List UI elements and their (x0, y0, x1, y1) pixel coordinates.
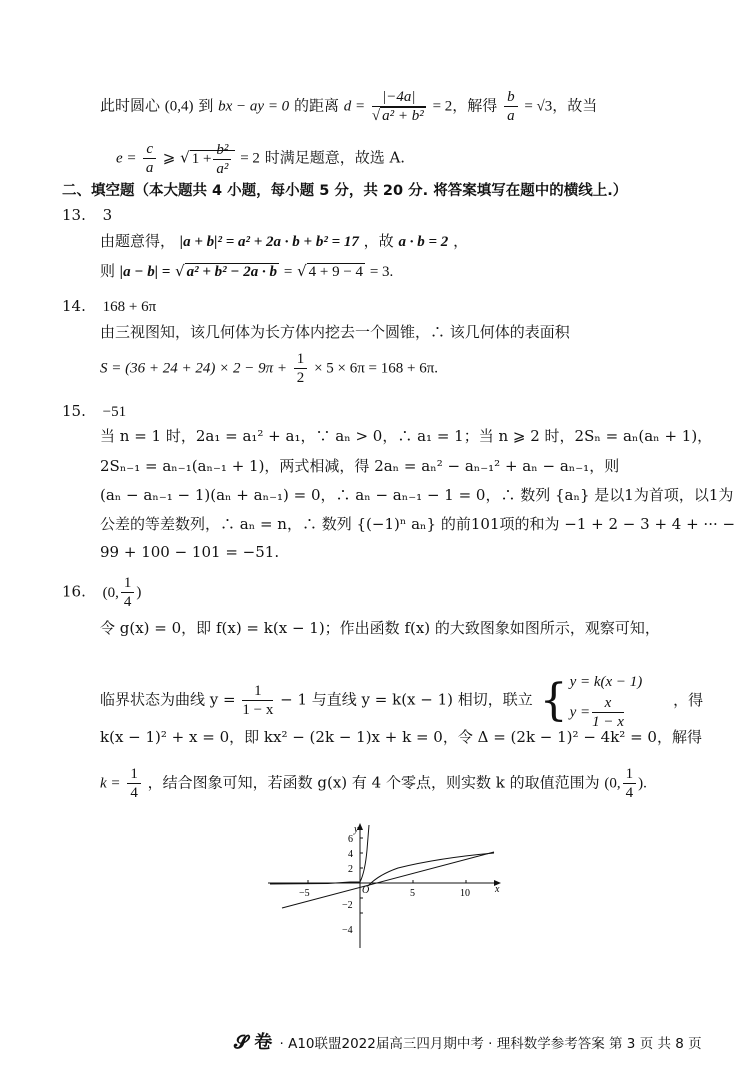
q13-line1 (100, 230, 468, 253)
math: × 5 × 6π = 168 + 6π. (314, 360, 439, 377)
numerator: 1 (127, 765, 141, 784)
numerator: b (504, 88, 518, 107)
text: ，结合图象可知，若函数 g(x) 有 4 个零点，则实数 k 的取值范围为 (147, 773, 600, 792)
math: 1 + (191, 150, 212, 167)
text: 则 (100, 262, 116, 280)
q14-line2 (100, 350, 438, 387)
y-tick-label: 2 (348, 864, 353, 875)
denominator: √ a² + b² (371, 108, 424, 124)
fraction (143, 140, 156, 177)
math: S = (36 + 24 + 24) × 2 − 9π + (100, 360, 287, 377)
text: ， (453, 232, 469, 250)
math: |a + b|² = a² + 2a · b + b² = 17 (179, 234, 359, 250)
math: ). (638, 775, 647, 792)
answer: −51 (102, 404, 127, 420)
q16-header (62, 574, 141, 611)
brace: { (539, 674, 568, 726)
answer: 3 (102, 206, 113, 224)
denominator: 2 (296, 370, 305, 386)
math: e = (116, 150, 137, 167)
math: (0, (604, 775, 621, 792)
question-number: 14. (62, 297, 86, 315)
math: = (283, 264, 293, 280)
footer-text: · A10联盟2022届高三四月期中考 · 理科数学参考答案 第 3 页 共 8 页 (279, 1036, 702, 1052)
denominator: 4 (123, 594, 132, 610)
denominator: 1 − x (592, 714, 624, 730)
q13-line2 (100, 260, 393, 283)
q15-line5: 99 + 100 − 101 = −51. (100, 543, 280, 561)
sqrt-body: a² + b² − 2a · b (186, 264, 278, 280)
answer: 168 + 6π (102, 299, 157, 315)
question-number: 15. (62, 402, 86, 420)
q15-header (62, 400, 126, 423)
publisher-logo: 𝓢 卷 (234, 1032, 273, 1053)
text: 此时圆心 (100, 96, 161, 115)
x-tick-label: −5 (299, 888, 310, 899)
function-graph (268, 820, 508, 950)
q14-line1: 由三视图知，该几何体为长方体内挖去一个圆锥，∴ 该几何体的表面积 (100, 323, 570, 341)
sqrt-sign: √ (297, 262, 307, 280)
question-number: 16. (62, 582, 86, 601)
denominator: a² (216, 160, 229, 177)
x-axis-label: x (495, 884, 500, 895)
q16-line3: k(x − 1)² + x = 0，即 kx² − (2k − 1)x + k = 0，令 Δ = (2k − 1)² − 4k² = 0，解得 (100, 728, 702, 746)
sqrt-body: a² + b² (382, 108, 424, 124)
math: a · b = 2 (398, 234, 449, 250)
q13-header (62, 204, 112, 226)
q15-line2: 2Sₙ₋₁ = aₙ₋₁(aₙ₋₁ + 1)，两式相减，得 2aₙ = aₙ² − aₙ₋₁² + aₙ − aₙ₋₁，则 (100, 457, 620, 475)
text: − 1 与直线 y = k(x − 1) 相切，联立 (280, 690, 533, 709)
sqrt-body: 4 + 9 − 4 (308, 264, 364, 280)
answer: (0, (102, 584, 119, 601)
text: 时满足题意，故选 A. (264, 148, 406, 167)
tangent-line (282, 852, 494, 908)
p1-line1 (100, 88, 597, 125)
numerator: 1 (623, 765, 637, 784)
x-tick-label: 5 (410, 888, 415, 899)
answer: ) (136, 584, 142, 601)
denominator: a (507, 108, 515, 124)
y-tick-label: −4 (342, 925, 353, 936)
text: 的距离 (293, 96, 339, 115)
p1-line2 (116, 140, 405, 178)
math: = 2 (240, 150, 260, 167)
numerator: |−4a| (372, 88, 426, 107)
text: = 2，解得 (432, 98, 498, 115)
q14-header (62, 295, 156, 318)
equation-system (570, 670, 643, 731)
fraction (372, 88, 426, 125)
numerator: 1 (294, 350, 308, 369)
fraction (121, 574, 135, 611)
denominator: 4 (130, 785, 138, 801)
math: bx − ay = 0 (218, 98, 290, 115)
denominator: a (145, 160, 154, 176)
fraction (213, 141, 231, 178)
denominator: 4 (625, 785, 634, 801)
q16-line1: 令 g(x) = 0，即 f(x) = k(x − 1)；作出函数 f(x) 的大致图象如图所示，观察可知， (100, 619, 660, 637)
math: d = (343, 98, 366, 115)
denominator: 1 − x (242, 702, 274, 718)
fraction (623, 765, 637, 802)
math: k = (100, 775, 121, 792)
section-title: 二、填空题（本大题共 4 小题，每小题 5 分，共 20 分. 将答案填写在题中的横线上.） (62, 183, 628, 199)
fraction (504, 88, 518, 125)
math: (0,4) (164, 98, 194, 115)
q15-line4: 公差的等差数列，∴ aₙ = n，∴ 数列 {(−1)ⁿ aₙ} 的前101项的和为 −1 + 2 − 3 + 4 + ··· − (100, 515, 736, 533)
origin-label: O (362, 885, 370, 896)
equation: y = k(x − 1) (569, 674, 643, 690)
y-tick-label: −2 (342, 900, 353, 911)
y-axis-label: y (354, 824, 359, 835)
footer (234, 1028, 702, 1054)
question-number: 13. (62, 206, 86, 224)
sqrt-sign: √ (180, 148, 190, 167)
numerator: 1 (121, 574, 135, 593)
math: |a − b| = (119, 264, 171, 280)
text: 到 (198, 96, 214, 115)
numerator: c (143, 140, 156, 159)
math: = 3. (369, 264, 394, 280)
text: ，得 (673, 690, 704, 709)
curve-right-branch (368, 853, 494, 886)
q16-line4 (100, 765, 647, 802)
fraction (242, 682, 273, 719)
numerator: b² (213, 141, 231, 160)
y-tick-label: 4 (348, 849, 353, 860)
sqrt-body (190, 141, 236, 177)
math: ⩾ (162, 150, 176, 167)
q15-line3: (aₙ − aₙ₋₁ − 1)(aₙ + aₙ₋₁) = 0，∴ aₙ − aₙ₋₁ − 1 = 0，∴ 数列 {aₙ} 是以1为首项，以1为 (100, 486, 734, 504)
text: 临界状态为曲线 y = (100, 690, 236, 709)
y-tick-label: 6 (348, 834, 353, 845)
text: 由题意得， (100, 232, 176, 250)
sqrt-sign: √ (175, 262, 185, 280)
q15-line1: 当 n = 1 时，2a₁ = a₁² + a₁，∵ aₙ > 0，∴ a₁ = 1；当 n ⩾ 2 时，2Sₙ = aₙ(aₙ + 1)， (100, 427, 713, 445)
fraction (127, 765, 141, 802)
text: = √3，故当 (524, 98, 598, 115)
fraction (294, 350, 308, 387)
math: y = (569, 704, 591, 721)
text: ，故 (363, 232, 394, 250)
numerator: 1 (242, 682, 273, 701)
x-tick-label: 10 (460, 888, 470, 899)
numerator: x (592, 694, 624, 713)
q16-line2 (100, 670, 703, 731)
